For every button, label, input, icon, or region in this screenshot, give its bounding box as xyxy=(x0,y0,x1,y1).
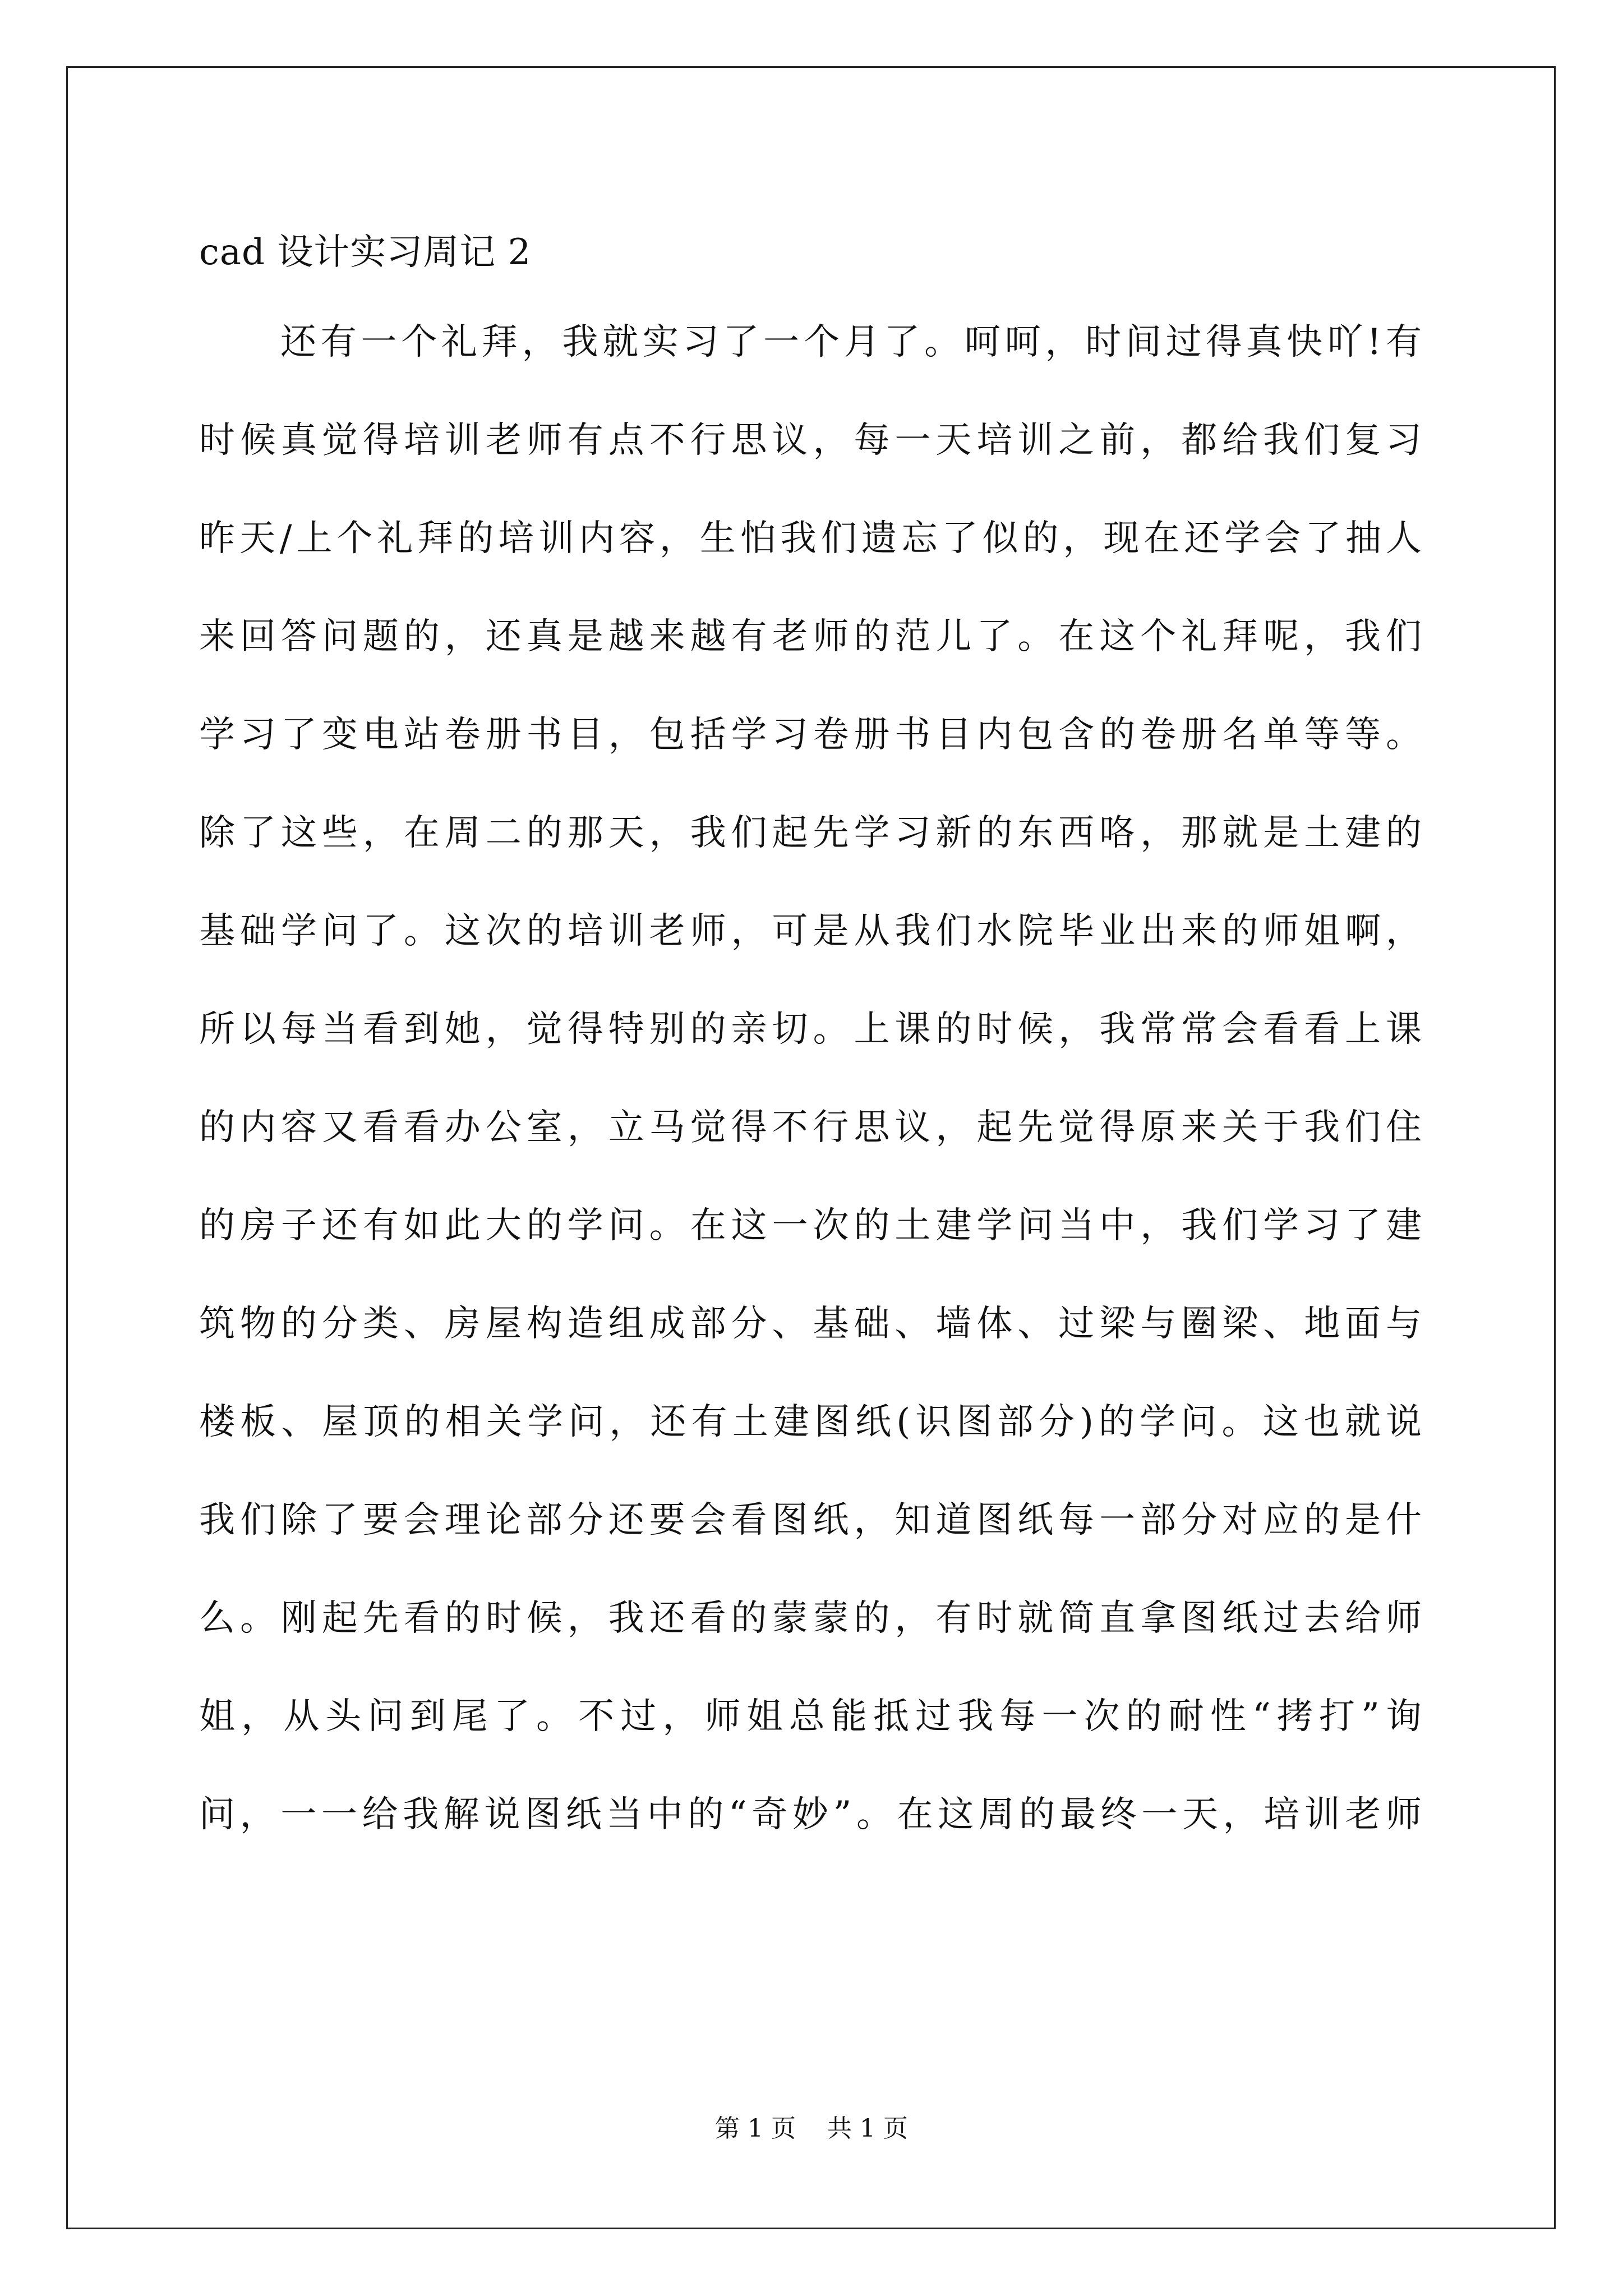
paragraph-line-9: 的内容又看看办公室，立马觉得不行思议，起先觉得原来关于我们住 xyxy=(199,1107,1422,1148)
paragraph-line-5: 学习了变电站卷册书目，包括学习卷册书目内包含的卷册名单等等。 xyxy=(199,714,1422,756)
paragraph-line-7: 基础学问了。这次的培训老师，可是从我们水院毕业出来的师姐啊， xyxy=(199,910,1422,952)
paragraph-line-16: 问，一一给我解说图纸当中的“奇妙”。在这周的最终一天，培训老师 xyxy=(199,1794,1422,1835)
paragraph-line-11: 筑物的分类、房屋构造组成部分、基础、墙体、过梁与圈梁、地面与 xyxy=(199,1303,1422,1345)
paragraph-line-14: 么。刚起先看的时候，我还看的蒙蒙的，有时就简直拿图纸过去给师 xyxy=(199,1598,1422,1639)
paragraph-line-13: 我们除了要会理论部分还要会看图纸，知道图纸每一部分对应的是什 xyxy=(199,1499,1422,1541)
paragraph-line-15: 姐，从头问到尾了。不过，师姐总能抵过我每一次的耐性“拷打”询 xyxy=(199,1696,1422,1737)
paragraph-line-3: 昨天/上个礼拜的培训内容，生怕我们遗忘了似的，现在还学会了抽人 xyxy=(199,518,1422,559)
paragraph-line-8: 所以每当看到她，觉得特别的亲切。上课的时候，我常常会看看上课 xyxy=(199,1009,1422,1050)
paragraph-line-4: 来回答问题的，还真是越来越有老师的范儿了。在这个礼拜呢，我们 xyxy=(199,616,1422,657)
paragraph-line-10: 的房子还有如此大的学问。在这一次的土建学问当中，我们学习了建 xyxy=(199,1205,1422,1246)
paragraph-line-6: 除了这些，在周二的那天，我们起先学习新的东西咯，那就是土建的 xyxy=(199,812,1422,854)
document-title: cad 设计实习周记 2 xyxy=(199,232,532,273)
paragraph-line-2: 时候真觉得培训老师有点不行思议，每一天培训之前，都给我们复习 xyxy=(199,420,1422,461)
paragraph-line-1: 还有一个礼拜，我就实习了一个月了。呵呵，时间过得真快吖!有 xyxy=(280,321,1422,363)
page-number-footer: 第 1 页 共 1 页 xyxy=(715,2114,908,2143)
paragraph-line-12: 楼板、屋顶的相关学问，还有土建图纸(识图部分)的学问。这也就说 xyxy=(199,1401,1422,1443)
